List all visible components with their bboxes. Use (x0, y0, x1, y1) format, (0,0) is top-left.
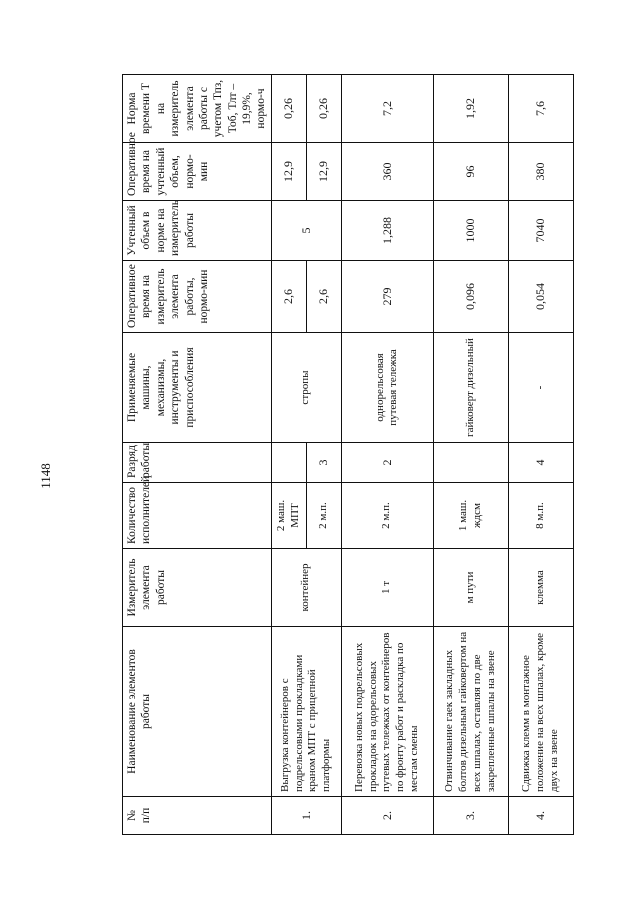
table-row (433, 75, 508, 835)
row-grade (433, 443, 508, 483)
row-grade: 2 (341, 443, 433, 483)
table-row (508, 75, 573, 835)
row-norm: 0,26 (271, 75, 306, 143)
row-op-time: 0,096 (433, 261, 508, 333)
header-num: № п/п (123, 797, 272, 835)
row-count: 2 м.п. (341, 483, 433, 549)
header-op-time: Оперативное время на измеритель элемента работы, нормо-мин (123, 261, 272, 333)
header-row (123, 75, 272, 835)
row-meter: 1 т (341, 549, 433, 627)
header-grade: Разряд работы (123, 443, 272, 483)
header-volume: Учтенный объем в норме на измеритель работы (123, 201, 272, 261)
page-number: 1148 (38, 463, 53, 489)
row-machines: однорельсовая путевая тележка (341, 333, 433, 443)
row-op-time: 0,054 (508, 261, 573, 333)
row-name: Перевозка новых подрельсовых прокладок на одорельсовых путевых тележках от контейнеров по фронту работ и раскладка по местам смены (341, 627, 433, 797)
row-op-time-volume: 360 (341, 143, 433, 201)
row-op-time: 2,6 (306, 261, 341, 333)
rotated-table-container (122, 75, 560, 835)
row-num: 4. (508, 797, 573, 835)
row-machines: гайковерт дизельный (433, 333, 508, 443)
row-count: 8 м.п. (508, 483, 573, 549)
row-num: 3. (433, 797, 508, 835)
row-count: 1 маш. ждсм (433, 483, 508, 549)
row-grade (271, 443, 306, 483)
table-row (271, 75, 306, 835)
header-machines: Применяемые машины, механизмы, инструменты и приспособления (123, 333, 272, 443)
row-volume: 1000 (433, 201, 508, 261)
row-count: 2 м.п. (306, 483, 341, 549)
row-machines: - (508, 333, 573, 443)
row-op-time: 2,6 (271, 261, 306, 333)
header-norm: Норма времени Т на измеритель элемента работы с учетом Тпз, Тоб, Тлт – 19,9%, нормо-ч (123, 75, 272, 143)
row-volume: 5 (271, 201, 341, 261)
row-norm: 7,2 (341, 75, 433, 143)
row-op-time-volume: 380 (508, 143, 573, 201)
row-name: Выгрузка контейнеров с подрельсовыми прокладками краном МПТ с прицепной платформы (271, 627, 341, 797)
row-meter: клемма (508, 549, 573, 627)
table-row (341, 75, 433, 835)
row-name: Сдвижка клемм в монтажное положение на всех шпалах, кроме двух на звене (508, 627, 573, 797)
row-op-time-volume: 96 (433, 143, 508, 201)
header-name: Наименование элементов работы (123, 627, 272, 797)
row-grade: 3 (306, 443, 341, 483)
row-norm: 1,92 (433, 75, 508, 143)
row-num: 2. (341, 797, 433, 835)
row-grade: 4 (508, 443, 573, 483)
work-elements-table (122, 74, 574, 835)
row-norm: 7,6 (508, 75, 573, 143)
header-meter: Измеритель элемента работы (123, 549, 272, 627)
row-machines: стропы (271, 333, 341, 443)
row-count: 2 маш. МПТ (271, 483, 306, 549)
row-volume: 1,288 (341, 201, 433, 261)
row-norm: 0,26 (306, 75, 341, 143)
row-op-time: 279 (341, 261, 433, 333)
row-num: 1. (271, 797, 341, 835)
header-count: Количество исполнителей (123, 483, 272, 549)
row-volume: 7040 (508, 201, 573, 261)
row-op-time-volume: 12,9 (306, 143, 341, 201)
row-meter: контейнер (271, 549, 341, 627)
row-name: Отвинчивание гаек закладных болтов дизельным гайковертом на всех шпалах, оставляя по две закрепленные шпалы на звене (433, 627, 508, 797)
header-op-time-volume: Оперативное время на учтенный объем, нормо-мин (123, 143, 272, 201)
row-op-time-volume: 12,9 (271, 143, 306, 201)
row-meter: м пути (433, 549, 508, 627)
